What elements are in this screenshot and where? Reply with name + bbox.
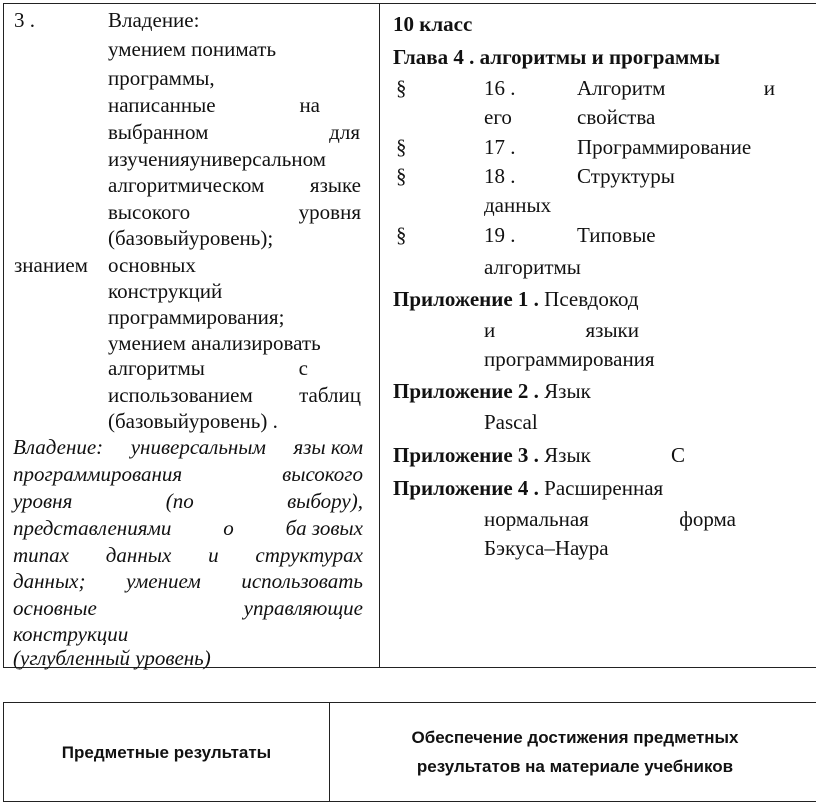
appendix-title: программирования [484, 347, 655, 371]
outcome-word: умением [126, 569, 201, 593]
outcome-word: высокого [108, 200, 191, 224]
appendix-title: Pascal [484, 410, 538, 434]
outcome-word: типах [13, 543, 69, 567]
outcome-word: основные [13, 596, 97, 620]
appendix-title: Расширенная [544, 476, 664, 500]
grade-heading: 10 класс [393, 12, 473, 36]
outcome-text: основных [108, 253, 196, 277]
advanced-outcome-line [13, 595, 363, 621]
appendix-title: Бэкуса–Наура [484, 536, 609, 560]
section-title: алгоритмы [484, 255, 581, 279]
outcome-word: уровня [298, 200, 361, 224]
outcome-line [108, 172, 361, 198]
outcome-line [108, 355, 308, 381]
outcome-word: ба зовых [285, 516, 363, 540]
section-number: 18 . [484, 164, 516, 188]
outcome-word: для [329, 120, 360, 144]
advanced-outcome-line [13, 542, 363, 568]
outcome-word: о [223, 516, 234, 540]
outcome-word: таблиц [299, 383, 361, 407]
outcome-word: уровня [13, 489, 73, 513]
appendix-word: форма [679, 507, 736, 531]
outcome-word: использовать [241, 569, 363, 593]
textbook-contents-cell [380, 4, 816, 668]
outcome-line [108, 119, 360, 145]
appendix-title-line [484, 506, 736, 532]
outcome-word: алгоритмы [108, 356, 205, 380]
section-title: Структуры [577, 164, 675, 188]
appendix-label: Приложение 2 . [393, 379, 539, 403]
advanced-outcome-line [13, 434, 363, 460]
outcome-word: высокого [282, 462, 363, 486]
section-title-line [577, 75, 775, 101]
section-word: Алгоритм [577, 76, 666, 100]
section-sign: § [396, 223, 407, 247]
curriculum-table [3, 3, 816, 668]
section-number: 17 . [484, 135, 516, 159]
appendix-label: Приложение 1 . [393, 287, 539, 311]
section-title: его [484, 105, 512, 129]
appendix-2 [393, 378, 591, 404]
outcome-word: данных; [13, 569, 86, 593]
appendix-title-line [484, 317, 639, 343]
appendix-word: и [484, 318, 496, 342]
section-number: 16 . [484, 76, 516, 100]
outcome-text: знанием [14, 253, 88, 277]
section-sign: § [396, 164, 407, 188]
appendix-4 [393, 475, 663, 501]
outcome-word: на [299, 93, 320, 117]
outcome-text: программы, [108, 66, 215, 90]
appendix-label: Приложение 3 . [393, 443, 539, 467]
appendix-title: Псевдокод [544, 287, 639, 311]
outcome-text: (базовыйуровень) . [108, 409, 278, 433]
outcome-word: язы ком [293, 435, 363, 459]
outcome-word: написанные [108, 93, 216, 117]
section-title: Программирование [577, 135, 752, 159]
appendix-word: нормальная [484, 507, 589, 531]
header-text: Предметные результаты [61, 742, 272, 762]
outcome-text: Владение: [108, 8, 200, 32]
section-title: данных [484, 193, 552, 217]
appendix-title: Язык [544, 443, 591, 467]
appendix-3 [393, 442, 591, 468]
outcome-word: (по [165, 489, 194, 513]
outcome-text: умением анализировать [108, 331, 321, 355]
outcome-text: программирования; [108, 305, 285, 329]
section-sign: § [396, 135, 407, 159]
advanced-outcome-text: (углубленный уровень) [13, 646, 211, 670]
outcome-word: управляющие [243, 596, 363, 620]
outcome-line [108, 199, 361, 225]
header-textbook-support [330, 703, 816, 802]
chapter-heading: Глава 4 . алгоритмы и программы [393, 45, 720, 69]
learning-outcomes-cell [4, 4, 380, 668]
outcome-word: и [208, 543, 219, 567]
outcome-word: выбранном [108, 120, 209, 144]
advanced-outcome-line [13, 461, 363, 487]
header-text: результатов на материале учебников [416, 757, 734, 776]
outcome-word: структурах [255, 543, 363, 567]
outcome-word: языке [309, 173, 361, 197]
outcome-text: умением понимать [108, 37, 277, 61]
outcome-word: программирования [13, 462, 183, 486]
item-number: 3 . [14, 8, 35, 32]
outcome-word: представлениями [13, 516, 172, 540]
results-header-table [3, 702, 816, 802]
appendix-word: языки [585, 318, 639, 342]
outcome-word: выбору), [287, 489, 363, 513]
appendix-label: Приложение 4 . [393, 476, 539, 500]
appendix-title: C [671, 443, 686, 467]
advanced-outcome-line [13, 515, 363, 541]
outcome-word: данных [105, 543, 172, 567]
section-sign: § [396, 76, 407, 100]
advanced-outcome-line [13, 488, 363, 514]
header-text: Обеспечение достижения предметных [411, 728, 739, 747]
section-number: 19 . [484, 223, 516, 247]
outcome-text: изученияуниверсальном [108, 147, 326, 171]
header-subject-results [4, 703, 330, 802]
outcome-word: использованием [108, 383, 253, 407]
outcome-word: универсальным [130, 435, 266, 459]
outcome-text: (базовыйуровень); [108, 226, 274, 250]
outcome-text: конструкций [108, 279, 223, 303]
outcome-word: с [298, 356, 308, 380]
section-title: Типовые [577, 223, 656, 247]
advanced-outcome-text: конструкции [13, 622, 129, 646]
section-word: и [763, 76, 775, 100]
outcome-line [108, 382, 361, 408]
appendix-title: Язык [544, 379, 591, 403]
outcome-line [108, 92, 320, 118]
section-title: свойства [577, 105, 656, 129]
appendix-1 [393, 286, 639, 312]
outcome-word: алгоритмическом [108, 173, 265, 197]
outcome-word: Владение: [13, 435, 104, 459]
advanced-outcome-line [13, 568, 363, 594]
